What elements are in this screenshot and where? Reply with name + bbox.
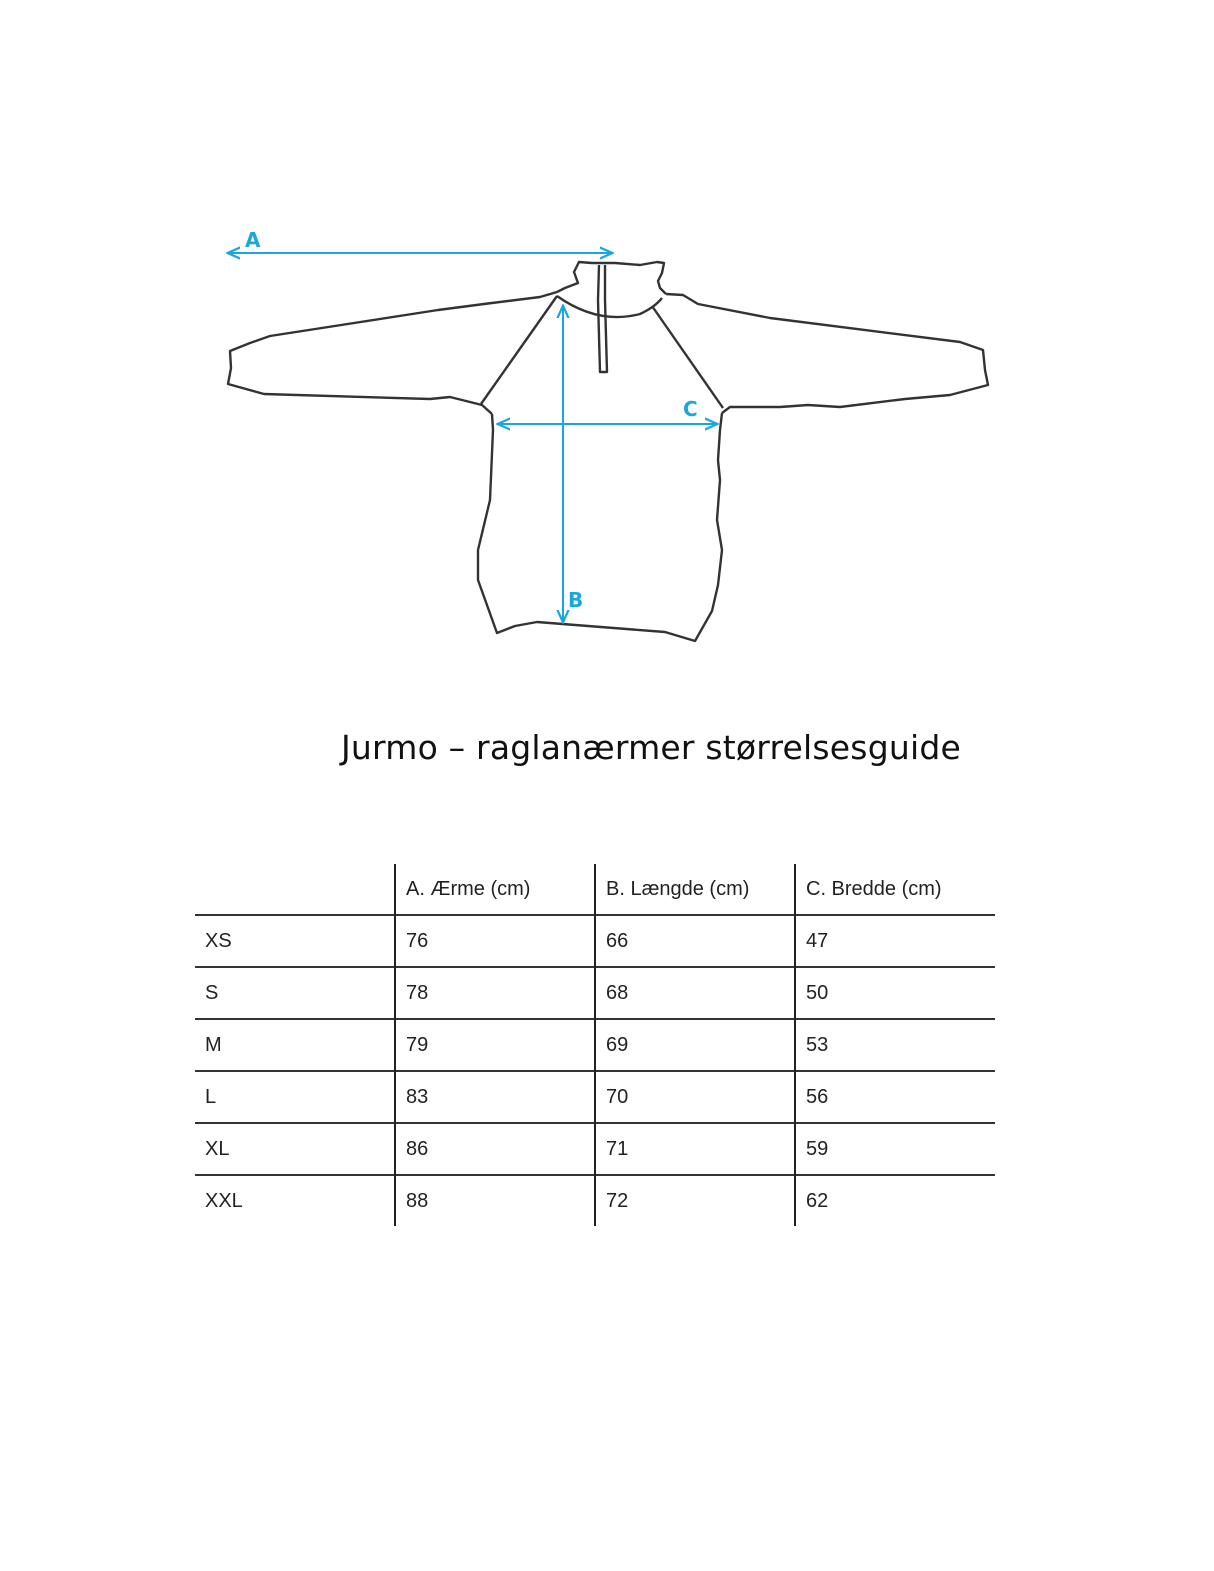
cell-length: 69 — [595, 1019, 795, 1071]
sweater-outline — [228, 262, 988, 641]
cell-size: M — [195, 1019, 395, 1071]
cell-length: 68 — [595, 967, 795, 1019]
cell-width: 50 — [795, 967, 995, 1019]
cell-length: 70 — [595, 1071, 795, 1123]
cell-width: 47 — [795, 915, 995, 967]
cell-size: L — [195, 1071, 395, 1123]
cell-length: 72 — [595, 1175, 795, 1226]
header-width: C. Bredde (cm) — [795, 864, 995, 915]
cell-sleeve: 83 — [395, 1071, 595, 1123]
header-size — [195, 864, 395, 915]
cell-size: XXL — [195, 1175, 395, 1226]
cell-size: S — [195, 967, 395, 1019]
sweater-measurement-diagram — [0, 0, 1214, 700]
cell-size: XL — [195, 1123, 395, 1175]
cell-length: 66 — [595, 915, 795, 967]
cell-width: 56 — [795, 1071, 995, 1123]
cell-sleeve: 88 — [395, 1175, 595, 1226]
label-b: B — [568, 588, 584, 612]
cell-length: 71 — [595, 1123, 795, 1175]
table-header-row — [195, 864, 995, 915]
cell-width: 53 — [795, 1019, 995, 1071]
cell-width: 62 — [795, 1175, 995, 1226]
size-guide-table — [195, 864, 995, 1226]
table-row — [195, 1019, 995, 1071]
header-length: B. Længde (cm) — [595, 864, 795, 915]
label-a: A — [245, 228, 261, 252]
table-row — [195, 1123, 995, 1175]
header-sleeve: A. Ærme (cm) — [395, 864, 595, 915]
table-row — [195, 967, 995, 1019]
measurement-arrows — [229, 253, 716, 621]
table-row — [195, 1071, 995, 1123]
cell-sleeve: 76 — [395, 915, 595, 967]
cell-sleeve: 86 — [395, 1123, 595, 1175]
label-c: C — [683, 397, 698, 421]
cell-width: 59 — [795, 1123, 995, 1175]
table-row — [195, 1175, 995, 1226]
table-row — [195, 915, 995, 967]
cell-sleeve: 78 — [395, 967, 595, 1019]
cell-size: XS — [195, 915, 395, 967]
page-title: Jurmo – raglanærmer størrelsesguide — [341, 728, 961, 767]
cell-sleeve: 79 — [395, 1019, 595, 1071]
